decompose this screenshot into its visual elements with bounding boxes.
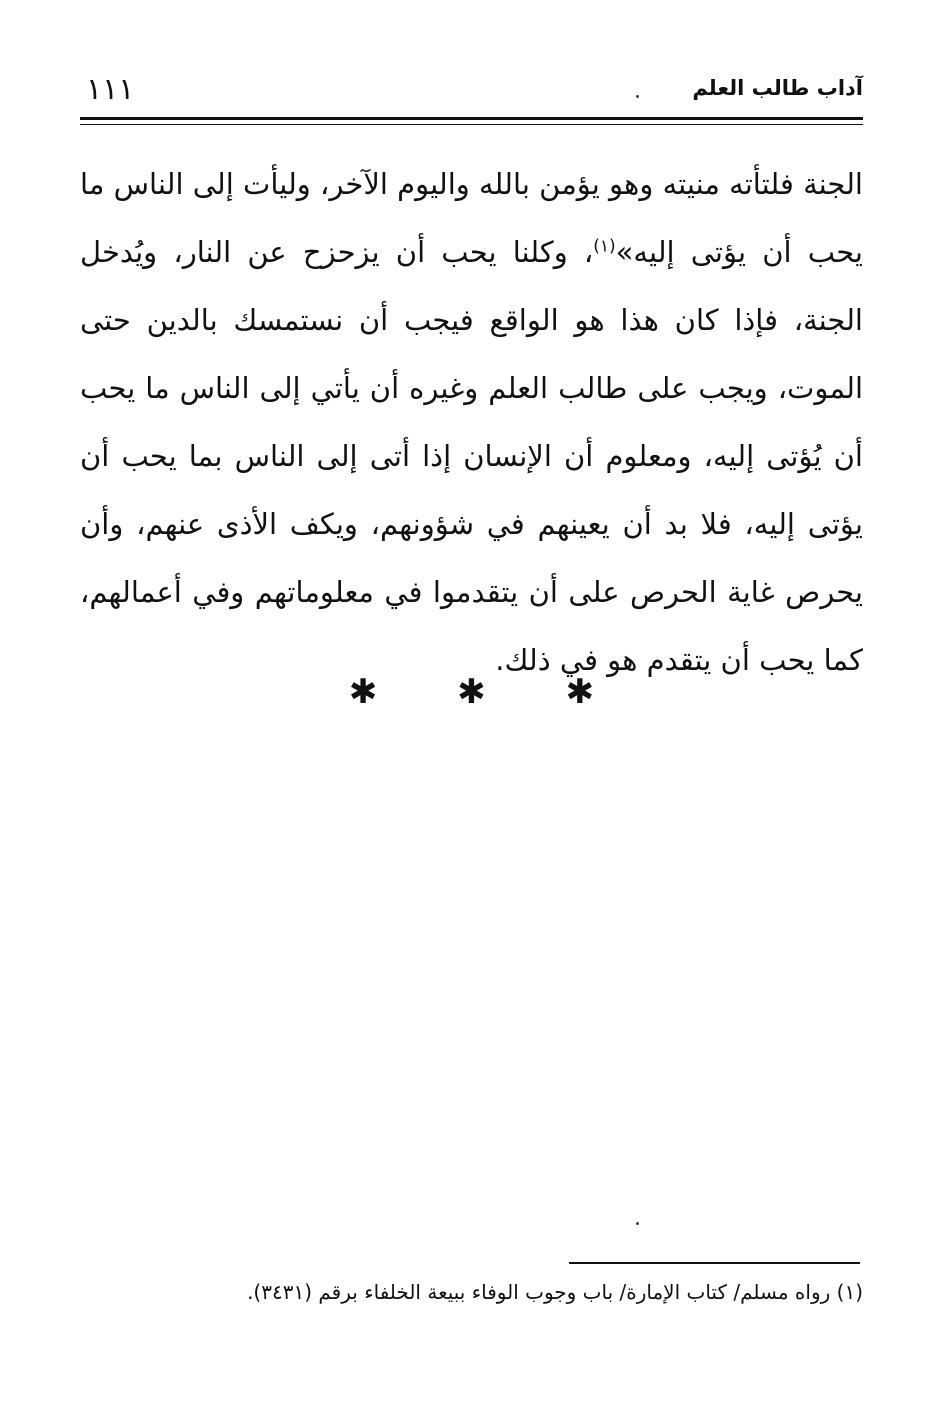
body-text-continued: ، وكلنا يحب أن يزحزح عن النار، ويُدخل الجنة، فإذا كان هذا هو الواقع فيجب أن نستمسك بالدين حتى الموت، ويجب على طالب العلم وغيره أن يأتي إلى الناس ما يحب أن يُؤتى إليه، ومعلوم أن الإنسان إذا أتى إلى الناس بما يحب أن يؤتى إليه، فلا بد أن يعينهم في شؤونهم، ويكف الأذى عنهم، وأن يحرص غاية الحرص على أن يتقدموا في معلوماتهم وفي أعمالهم، كما يحب أن يتقدم هو في ذلك. <box>80 235 863 677</box>
page-number: ١١١ <box>86 72 135 107</box>
running-title: آداب طالب العلم <box>692 76 863 100</box>
header-rule <box>80 117 863 120</box>
scan-speck <box>636 95 639 98</box>
separator-asterisk-icon: ✱ <box>457 672 486 712</box>
footnote: (١) رواه مسلم/ كتاب الإمارة/ باب وجوب الوفاء ببيعة الخلفاء برقم (٣٤٣١). <box>247 1280 863 1304</box>
body-text-start: الجنة فلتأته منيته وهو يؤمن بالله واليوم الآخر، وليأت إلى الناس ما يحب أن يؤتى إليه» <box>80 167 863 269</box>
header-rule-thin <box>80 124 863 125</box>
body-paragraph <box>80 150 863 694</box>
footnote-marker: (١) <box>593 236 616 257</box>
scan-speck <box>636 1222 639 1225</box>
footnote-rule <box>569 1262 860 1264</box>
separator-asterisk-icon: ✱ <box>565 672 595 712</box>
page-header <box>80 72 863 122</box>
section-separator <box>0 672 943 712</box>
separator-asterisk-icon: ✱ <box>348 672 378 712</box>
